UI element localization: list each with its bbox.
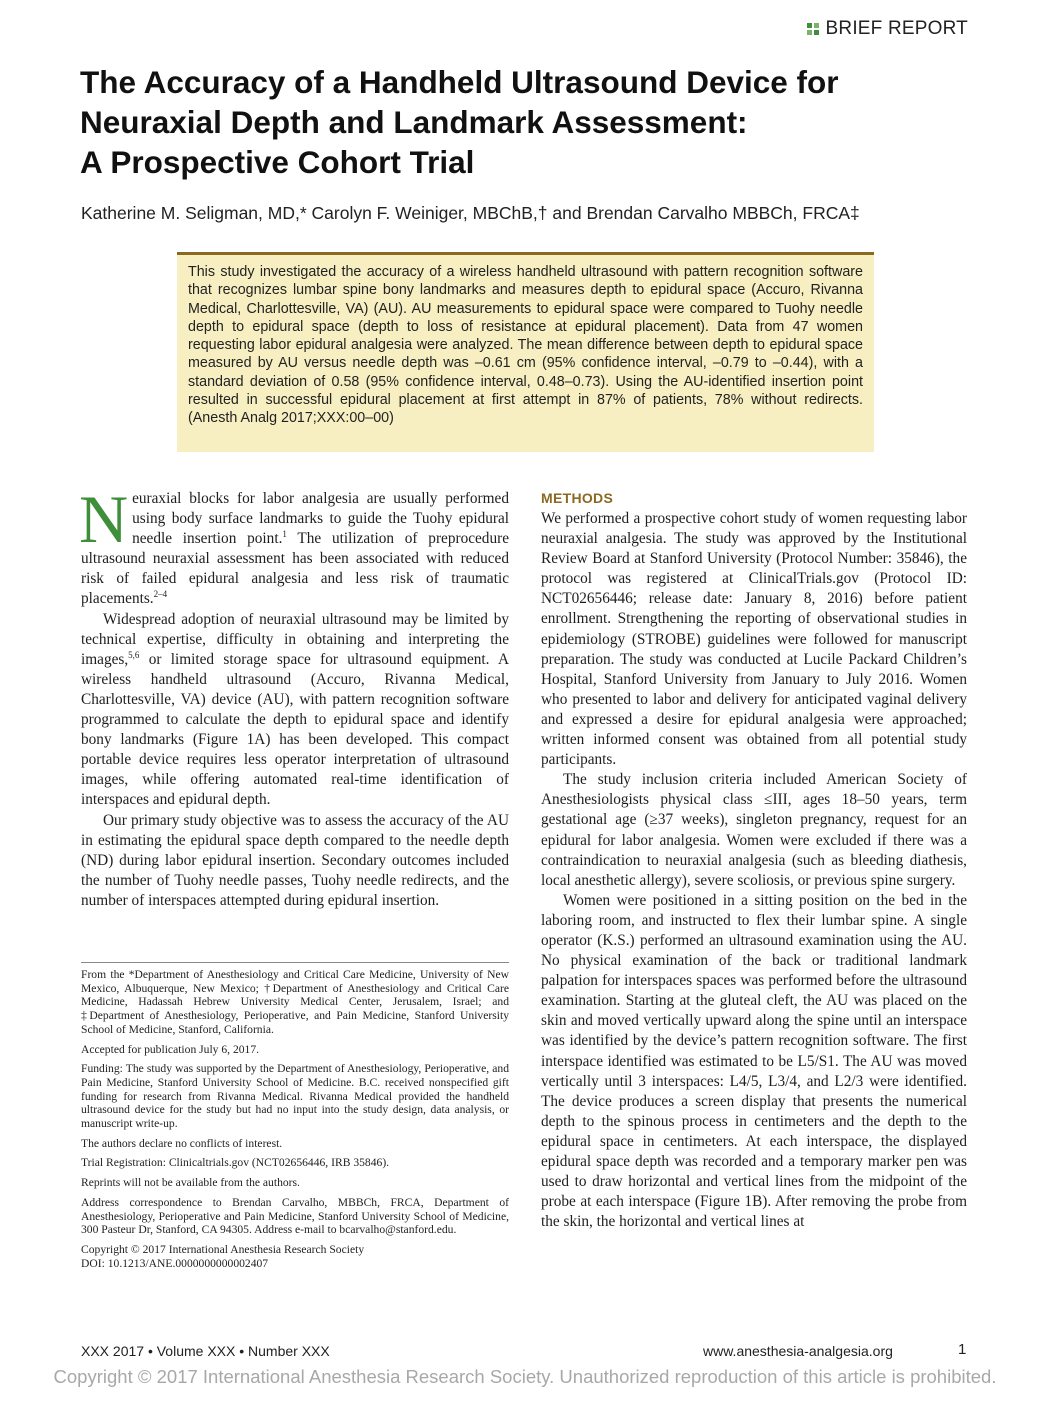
abstract-text: This study investigated the accuracy of a wireless handheld ultrasound with pattern recognition software that recognizes lumbar spine bony landmarks and measures depth to epidural space (Accuro, Rivanna Medical, Charlottesville, VA) (AU). AU measurements to epidural space were compared to Tuohy needle depth to epidural space (depth to loss of resistance at epidural placement). Data from 47 women requesting labor epidural analgesia were analyzed. The mean difference between depth to epidural space measured by AU versus needle depth was –0.61 cm (95% confidence interval, –0.79 to –0.44), with a standard deviation of 0.58 (95% confidence interval, 0.48–0.73). Using the AU-identified insertion point resulted in successful epidural placement at first attempt in 87% of patients, 78% without redirects. (Anesth Analg 2017;XXX:00–00) <box>188 264 863 427</box>
methods-paragraph-2: The study inclusion criteria included American Society of Anesthesiologists physical class ≤III, ages 18–50 years, term gestational age (≥37 weeks), singleton pregnancy, request for an epidural for labor analgesia. Women were excluded if there was a contraindication to neuraxial analgesia (such as bleeding diathesis, local anesthetic allergy), severe scoliosis, or previous spine surgery. <box>541 771 967 889</box>
intro-paragraph-2 <box>81 610 509 811</box>
methods-heading: METHODS <box>541 490 614 506</box>
footnote-accepted: Accepted for publication July 6, 2017. <box>81 1042 260 1056</box>
footnote-affiliations: From the *Department of Anesthesiology and Critical Care Medicine, University of New Mexico, Albuquerque, New Mexico; †Department of Anesthesiology and Critical Care Medicine, Hadassah Hebrew University Medical Center, Jerusalem, Israel; and ‡Department of Anesthesiology, Perioperative, and Pain Medicine, Stanford University School of Medicine, Stanford, California. <box>81 968 509 1036</box>
section-tag <box>807 18 968 40</box>
intro-paragraph-1 <box>79 481 509 610</box>
brief-report-icon <box>807 23 819 35</box>
abstract-box <box>177 252 874 452</box>
methods-paragraph-3: Women were positioned in a sitting position on the bed in the laboring room, and instructed to flex their lumbar spine. A single operator (K.S.) performed an ultrasound examination using the AU. No physical examination of the back or traditional landmark palpation for interspaces spaces was performed before the ultrasound examination. Starting at the gluteal cleft, the AU was placed on the skin and moved vertically upward along the spine until an interspace was identified by the device’s pattern recognition software. The first interspace identified was estimated to be L5/S1. The AU was moved vertically until 3 interspaces: L4/5, L3/4, and L2/3 were identified. The device produces a screen display that presents the numerical depth to the spinous process in centimeters and the depth to the epidural space in centimeters. At each interspace, the displayed epidural space depth was recorded and a temporary marker pen was used to draw horizontal and vertical lines from the midpoint of the probe at each interspace (Figure 1B). After removing the probe from the skin, the horizontal and vertical lines at <box>541 891 967 1231</box>
footnote-conflicts: The authors declare no conflicts of interest. <box>81 1136 283 1150</box>
article-title <box>80 62 960 182</box>
footnotes <box>81 968 509 1270</box>
footnote-reprints: Reprints will not be available from the authors. <box>81 1176 300 1190</box>
title-line-1: The Accuracy of a Handheld Ultrasound Device for <box>80 64 839 100</box>
footnote-divider <box>81 962 509 963</box>
citation: 5,6 <box>128 649 140 660</box>
intro-text: Widespread adoption of neuraxial ultrasound may be limited by technical expertise, difficulty in obtaining and interpreting the images, <box>81 610 509 668</box>
citation: 1 <box>282 529 287 540</box>
journal-url-link[interactable]: www.anesthesia-analgesia.org <box>703 1343 893 1359</box>
methods-paragraph-1: We performed a prospective cohort study of women requesting labor neuraxial analgesia. The study was approved by the Institutional Review Board at Stanford University (Protocol Number: 35846), the protocol was registered at ClinicalTrials.gov (Protocol ID: NCT02656446; release date: January 8, 2016) before patient enrollment. Strengthening the reporting of observational studies in epidemiology (STROBE) guidelines were followed for manuscript preparation. The study was conducted at Lucile Packard Children’s Hospital, Stanford University from January to July 2016. Women who presented to labor and delivery for anticipated vaginal delivery and expressed a desire for epidural analgesia were approached; written informed consent was obtained from all potential study participants. <box>541 510 967 769</box>
footnote-funding: Funding: The study was supported by the Department of Anesthesiology, Perioperative, and Pain Medicine, Stanford University School of Medicine. B.C. received nonspecified gift funding for research from Rivanna Medical. Rivanna Medical provided the handheld ultrasound device for the study but had no input into the study design, data analysis, or manuscript write-up. <box>81 1062 509 1131</box>
intro-paragraph-3: Our primary study objective was to assess the accuracy of the AU in estimating the epidural space depth compared to the needle depth (ND) during labor epidural insertion. Secondary outcomes included the number of Tuohy needle passes, Tuohy needle redirects, and the number of interspaces attempted during epidural insertion. <box>81 811 509 909</box>
drop-cap: N <box>79 481 129 557</box>
left-column <box>79 481 509 911</box>
footnote-trial: Trial Registration: Clinicaltrials.gov (NCT02656446, IRB 35846). <box>81 1156 390 1170</box>
title-line-3: A Prospective Cohort Trial <box>80 144 475 180</box>
title-line-2: Neuraxial Depth and Landmark Assessment: <box>80 104 748 140</box>
citation: 2–4 <box>153 589 168 600</box>
copyright-notice: Copyright © 2017 International Anesthesia Research Society. Unauthorized reproduction of this article is prohibited. <box>53 1366 997 1387</box>
author-list: Katherine M. Seligman, MD,* Carolyn F. Weiniger, MBChB,† and Brendan Carvalho MBBCh, FRCA‡ <box>81 203 860 223</box>
footnote-doi: DOI: 10.1213/ANE.0000000000002407 <box>81 1256 269 1270</box>
intro-text: The utilization of preprocedure ultrasound neuraxial assessment has been associated with reduced risk of failed epidural analgesia and less risk of traumatic placements. <box>81 530 509 608</box>
right-column <box>541 489 967 1232</box>
footnote-correspondence: Address correspondence to Brendan Carvalho, MBBCh, FRCA, Department of Anesthesiology, Perioperative and Pain Medicine, Stanford University School of Medicine, 300 Pasteur Dr, Stanford, CA 94305. Address e-mail to bcarvalho@stanford.edu. <box>81 1195 509 1237</box>
footnote-copyright: Copyright © 2017 International Anesthesia Research Society <box>81 1242 365 1256</box>
section-tag-label: BRIEF REPORT <box>825 18 968 39</box>
page-number: 1 <box>958 1341 967 1358</box>
issue-info: XXX 2017 • Volume XXX • Number XXX <box>81 1343 330 1359</box>
intro-text: or limited storage space for ultrasound equipment. A wireless handheld ultrasound (Accuro, Rivanna Medical, Charlottesville, VA) device (AU), with pattern recognition software programmed to calculate the depth to epidural space and identify bony landmarks (Figure 1A) has been developed. This compact portable device requires less operator interpretation of ultrasound images, while offering automated real-time identification of interspaces and epidural depth. <box>81 650 509 809</box>
intro-text: euraxial blocks for labor analgesia are usually performed using body surface landmarks to guide the Tuohy epidural needle insertion point. <box>132 490 509 548</box>
